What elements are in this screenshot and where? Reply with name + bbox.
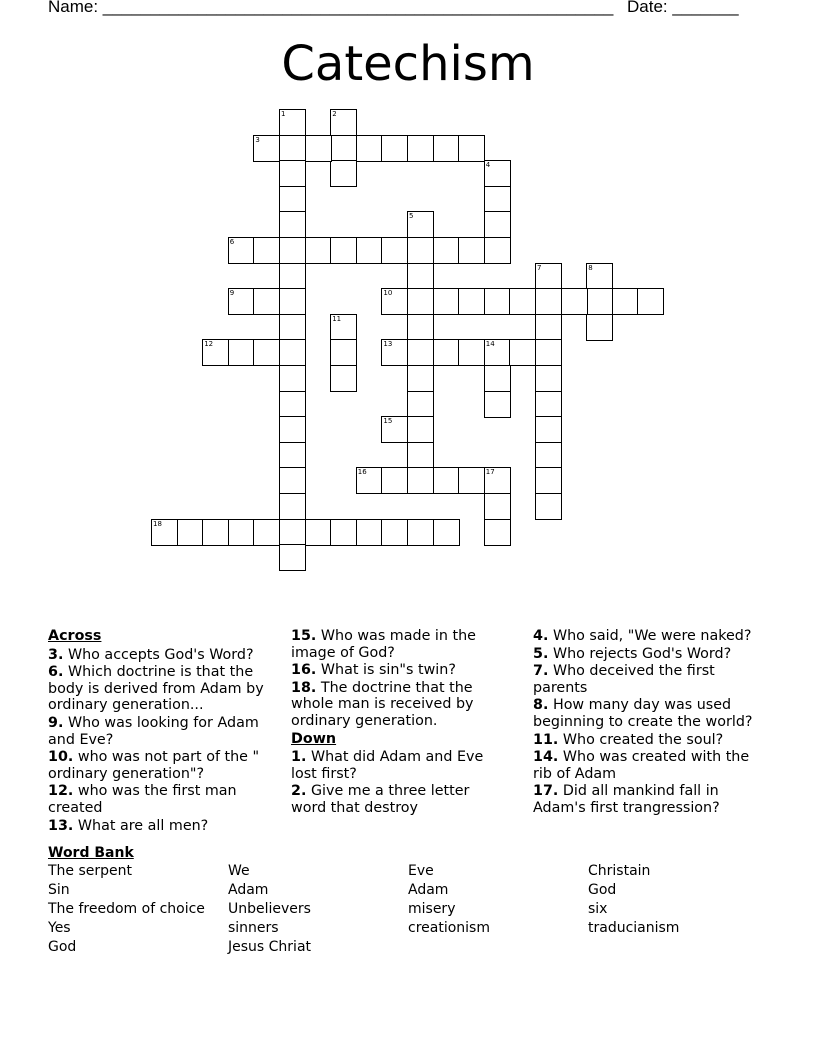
word-bank-item: The freedom of choice [48, 901, 205, 917]
word-bank-item: creationism [408, 920, 490, 936]
crossword-cell[interactable] [407, 365, 434, 392]
clue-down-14: 14. Who was created with the rib of Adam [533, 749, 750, 782]
crossword-cell[interactable] [407, 211, 434, 238]
clue-down-17: 17. Did all mankind fall in Adam's first trangression? [533, 783, 720, 816]
clue-across-9: 9. Who was looking for Adam and Eve? [48, 714, 259, 748]
crossword-cell[interactable] [330, 365, 357, 392]
word-bank-column-4 [588, 862, 679, 938]
crossword-cell[interactable] [356, 467, 383, 494]
word-bank-item: Eve [408, 863, 434, 879]
crossword-cell[interactable] [330, 237, 357, 264]
crossword-cell[interactable] [484, 365, 511, 392]
crossword-cell[interactable] [279, 160, 306, 187]
crossword-cell[interactable] [458, 339, 485, 366]
crossword-cell[interactable] [279, 288, 306, 315]
crossword-cell[interactable] [535, 416, 562, 443]
word-bank-item: Sin [48, 882, 70, 898]
clue-across-18: 18. The doctrine that the whole man is received by ordinary generation. [291, 679, 474, 729]
crossword-cell[interactable] [305, 237, 332, 264]
crossword-cell[interactable] [484, 467, 511, 494]
crossword-cell[interactable] [407, 519, 434, 546]
word-bank-column-1 [48, 862, 205, 957]
crossword-cell[interactable] [330, 314, 357, 341]
crossword-cell[interactable] [253, 519, 280, 546]
word-bank-item: We [228, 863, 250, 879]
word-bank-item: Adam [408, 882, 449, 898]
crossword-cell[interactable] [407, 288, 434, 315]
crossword-cell[interactable] [279, 135, 306, 162]
crossword-cell[interactable] [612, 288, 639, 315]
crossword-cell[interactable] [586, 263, 613, 290]
clue-number: 18 [153, 519, 162, 528]
crossword-cell[interactable] [509, 339, 536, 366]
crossword-cell[interactable] [484, 211, 511, 238]
crossword-cell[interactable] [433, 467, 460, 494]
crossword-cell[interactable] [458, 135, 485, 162]
word-bank-item: The serpent [48, 863, 133, 879]
clue-number: 14 [485, 340, 495, 349]
clue-down-11: 11. Who created the soul? [533, 731, 724, 748]
crossword-cell[interactable] [407, 263, 434, 290]
word-bank-item: Adam [228, 882, 269, 898]
crossword-cell[interactable] [381, 416, 408, 443]
word-bank-item: God [48, 939, 77, 955]
crossword-cell[interactable] [253, 339, 280, 366]
crossword-cell[interactable] [279, 109, 306, 136]
clue-number: 5 [409, 212, 414, 221]
word-bank-column-3 [408, 862, 490, 938]
clue-number: 1 [281, 110, 286, 118]
crossword-cell[interactable] [330, 135, 357, 162]
crossword-cell[interactable] [381, 288, 408, 315]
clue-number: 9 [229, 289, 235, 298]
word-bank-item: six [588, 901, 608, 917]
clues-column-3 [533, 628, 769, 818]
crossword-cell[interactable] [330, 519, 357, 546]
crossword-cell[interactable] [407, 314, 434, 341]
crossword-cell[interactable] [356, 135, 383, 162]
clue-number: 7 [537, 263, 542, 272]
clue-across-15: 15. Who was made in the image of God? [291, 628, 476, 661]
crossword-cell[interactable] [433, 135, 460, 162]
crossword-cell[interactable] [279, 365, 306, 392]
crossword-cell[interactable] [433, 339, 460, 366]
crossword-cell[interactable] [381, 135, 408, 162]
crossword-cell[interactable] [407, 135, 434, 162]
crossword-cell[interactable] [484, 288, 511, 315]
clues-column-2 [291, 628, 491, 818]
crossword-cell[interactable] [484, 186, 511, 213]
crossword-cell[interactable] [279, 442, 306, 469]
crossword-cell[interactable] [407, 416, 434, 443]
crossword-cell[interactable] [535, 263, 562, 290]
clues-column-1 [48, 628, 270, 835]
crossword-cell[interactable] [484, 339, 511, 366]
crossword-cell[interactable] [535, 467, 562, 494]
crossword-cell[interactable] [279, 544, 306, 571]
crossword-cell[interactable] [381, 339, 408, 366]
clue-across-3: 3. Who accepts God's Word? [48, 646, 254, 663]
crossword-cell[interactable] [279, 339, 306, 366]
across-heading: Across [48, 628, 102, 644]
clue-down-2: 2. Give me a three letter word that destroy [291, 783, 470, 816]
clue-number: 11 [332, 314, 342, 323]
clue-down-5: 5. Who rejects God's Word? [533, 645, 732, 662]
crossword-cell[interactable] [586, 314, 613, 341]
crossword-cell[interactable] [586, 288, 613, 315]
crossword-cell[interactable] [356, 237, 383, 264]
crossword-cell[interactable] [279, 237, 306, 264]
crossword-cell[interactable] [637, 288, 664, 315]
clue-across-12: 12. who was the first man created [48, 783, 237, 816]
clue-number: 17 [485, 468, 495, 477]
crossword-cell[interactable] [535, 288, 562, 315]
clue-number: 3 [255, 135, 260, 144]
crossword-cell[interactable] [381, 467, 408, 494]
crossword-cell[interactable] [484, 160, 511, 187]
crossword-cell[interactable] [279, 467, 306, 494]
crossword-cell[interactable] [484, 493, 511, 520]
clue-down-7: 7. Who deceived the first parents [533, 663, 715, 696]
clue-across-16: 16. What is sin"s twin? [291, 662, 456, 679]
crossword-cell[interactable] [279, 519, 306, 546]
crossword-cell[interactable] [458, 467, 485, 494]
crossword-cell[interactable] [330, 339, 357, 366]
crossword-cell[interactable] [151, 519, 178, 546]
word-bank-item: Jesus Chriat [228, 939, 312, 955]
crossword-cell[interactable] [535, 442, 562, 469]
crossword-cell[interactable] [305, 519, 332, 546]
word-bank-item: sinners [228, 920, 279, 936]
clue-down-1: 1. What did Adam and Eve lost first? [291, 749, 484, 782]
crossword-cell[interactable] [228, 288, 255, 315]
clue-number: 10 [383, 289, 393, 298]
date-label: Date: _______ [627, 0, 739, 16]
crossword-cell[interactable] [356, 519, 383, 546]
crossword-cell[interactable] [228, 237, 255, 264]
crossword-cell[interactable] [407, 442, 434, 469]
page-title: Catechism [281, 36, 535, 92]
clue-number: 15 [383, 417, 393, 426]
crossword-cell[interactable] [433, 288, 460, 315]
crossword-cell[interactable] [279, 186, 306, 213]
crossword-cell[interactable] [228, 519, 255, 546]
crossword-cell[interactable] [228, 339, 255, 366]
crossword-cell[interactable] [253, 288, 280, 315]
down-heading: Down [291, 730, 337, 747]
crossword-cell[interactable] [279, 263, 306, 290]
crossword-cell[interactable] [253, 237, 280, 264]
clue-number: 8 [588, 263, 593, 272]
crossword-cell[interactable] [202, 519, 229, 546]
word-bank-item: God [588, 882, 617, 898]
crossword-cell[interactable] [535, 314, 562, 341]
crossword-cell[interactable] [535, 391, 562, 418]
crossword-cell[interactable] [279, 416, 306, 443]
crossword-cell[interactable] [177, 519, 204, 546]
word-bank-column-2 [228, 862, 311, 957]
crossword-cell[interactable] [381, 519, 408, 546]
crossword-cell[interactable] [279, 211, 306, 238]
clue-across-10: 10. who was not part of the " ordinary generation"? [48, 749, 260, 782]
clue-number: 16 [357, 468, 367, 477]
crossword-cell[interactable] [484, 519, 511, 546]
crossword-cell[interactable] [330, 109, 357, 136]
crossword-cell[interactable] [279, 314, 306, 341]
name-label: Name: ______________________________________________________ [48, 0, 614, 16]
crossword-cell[interactable] [458, 237, 485, 264]
crossword-cell[interactable] [509, 288, 536, 315]
crossword-cell[interactable] [407, 339, 434, 366]
crossword-cell[interactable] [535, 493, 562, 520]
clue-across-6: 6. Which doctrine is that the body is derived from Adam by ordinary generation... [48, 664, 264, 714]
clue-number: 2 [332, 110, 337, 118]
crossword-cell[interactable] [305, 135, 332, 162]
crossword-cell[interactable] [407, 391, 434, 418]
word-bank-item: Unbelievers [228, 901, 311, 917]
clue-down-8: 8. How many day was used beginning to create the world? [533, 697, 753, 730]
word-bank-item: misery [408, 901, 456, 917]
crossword-cell[interactable] [381, 237, 408, 264]
crossword-cell[interactable] [561, 288, 588, 315]
crossword-cell[interactable] [433, 519, 460, 546]
crossword-cell[interactable] [407, 237, 434, 264]
word-bank-heading: Word Bank [48, 845, 134, 861]
clue-number: 13 [383, 340, 393, 349]
crossword-cell[interactable] [535, 365, 562, 392]
clue-number: 12 [204, 340, 214, 349]
crossword-cell[interactable] [279, 391, 306, 418]
crossword-cell[interactable] [407, 467, 434, 494]
crossword-cell[interactable] [253, 135, 280, 162]
word-bank-item: Yes [48, 920, 71, 936]
clue-number: 4 [485, 161, 491, 170]
clue-across-13: 13. What are all men? [48, 817, 209, 834]
crossword-cell[interactable] [433, 237, 460, 264]
clue-down-4: 4. Who said, "We were naked? [533, 628, 752, 644]
crossword-cell[interactable] [458, 288, 485, 315]
crossword-cell[interactable] [484, 391, 511, 418]
word-bank-item: traducianism [588, 920, 680, 936]
clue-number: 6 [229, 238, 235, 246]
crossword-cell[interactable] [535, 339, 562, 366]
crossword-cell[interactable] [330, 160, 357, 187]
crossword-cell[interactable] [279, 493, 306, 520]
crossword-cell[interactable] [484, 237, 511, 264]
word-bank-item: Christain [588, 863, 651, 879]
crossword-cell[interactable] [202, 339, 229, 366]
